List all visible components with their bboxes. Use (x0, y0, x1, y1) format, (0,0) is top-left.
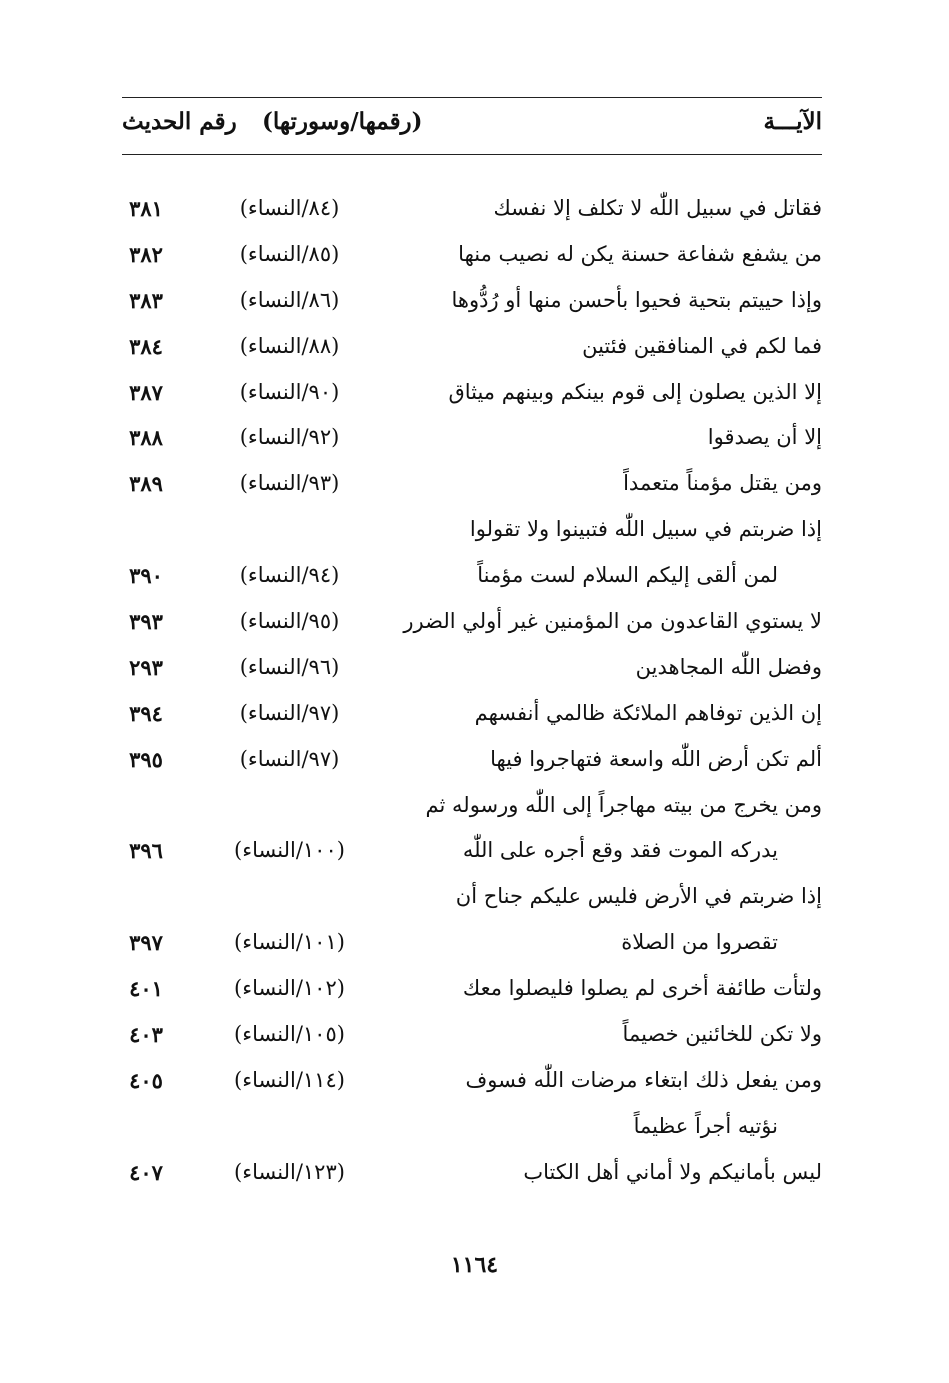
verse-text: إلا الذين يصلون إلى قوم بينكم وبينهم ميثاق (448, 379, 822, 404)
hadith-number: ٣٨٧ (129, 379, 163, 405)
table-row (122, 1108, 822, 1154)
hadith-number: ٣٨٢ (129, 241, 163, 267)
table-row (122, 924, 822, 970)
verse-text: وإذا حييتم بتحية فحيوا بأحسن منها أو رُدُّوها (451, 287, 822, 312)
table-row (122, 741, 822, 787)
verse-text: إذا ضربتم في الأرض فليس عليكم جناح أن (455, 884, 822, 909)
verse-reference: (٩٥/النساء) (239, 609, 340, 634)
verse-reference: (٩٧/النساء) (239, 700, 340, 725)
verse-text: ومن يخرج من بيته مهاجراً إلى اللّٰه ورسوله ثم (425, 792, 822, 817)
verse-text: إن الذين توفاهم الملائكة ظالمي أنفسهم (474, 700, 822, 725)
table-row (122, 787, 822, 833)
top-rule (122, 97, 822, 98)
page-number: ١١٦٤ (450, 1252, 499, 1278)
hadith-number: ٣٨١ (129, 196, 163, 221)
header-hadith-number: رقم الحديث (122, 108, 237, 135)
table-row (122, 603, 822, 649)
hadith-number: ٤٠٧ (129, 1159, 163, 1185)
hadith-number: ٣٩٥ (129, 746, 163, 772)
table-row (122, 465, 822, 511)
verse-text: تقصروا من الصلاة (621, 930, 778, 955)
verse-reference: (٩٠/النساء) (239, 379, 340, 404)
verse-reference: (٩٦/النساء) (239, 654, 340, 679)
verse-text: إلا أن يصدقوا (707, 425, 822, 450)
table-row (122, 328, 822, 374)
table-row (122, 832, 822, 878)
verse-reference: (٩٧/النساء) (239, 746, 340, 771)
hadith-number: ٣٨٩ (129, 471, 163, 497)
verse-reference: (٨٤/النساء) (239, 196, 340, 220)
verse-reference: (٩٣/النساء) (239, 471, 340, 496)
verse-text: ألم تكن أرض اللّٰه واسعة فتهاجروا فيها (490, 746, 822, 771)
table-row (122, 282, 822, 328)
table-row (122, 649, 822, 695)
hadith-number: ٤٠٥ (129, 1067, 163, 1093)
verse-text: لا يستوي القاعدون من المؤمنين غير أولي الضرر (403, 609, 822, 634)
table-row (122, 374, 822, 420)
hadith-number: ٣٨٨ (129, 425, 163, 451)
verse-text: ولتأت طائفة أخرى لم يصلوا فليصلوا معك (462, 976, 822, 1001)
verse-reference: (٩٢/النساء) (239, 425, 340, 450)
hadith-number: ٤٠٣ (129, 1022, 163, 1048)
table-row (122, 419, 822, 465)
table-row (122, 1062, 822, 1108)
header-verse-number: (رقمها/وسورتها) (262, 108, 423, 135)
index-table (122, 190, 822, 1200)
verse-text: إذا ضربتم في سبيل اللّٰه فتبينوا ولا تقولوا (469, 517, 822, 542)
hadith-number: ٣٨٤ (129, 333, 163, 359)
verse-text: فما لكم في المنافقين فئتين (582, 333, 822, 358)
verse-text: ومن يقتل مؤمناً متعمداً (623, 471, 822, 496)
table-row (122, 1016, 822, 1062)
table-row (122, 878, 822, 924)
verse-text: فقاتل في سبيل اللّٰه لا تكلف إلا نفسك (493, 196, 822, 220)
table-row (122, 557, 822, 603)
hadith-number: ٣٨٣ (129, 287, 163, 313)
table-row (122, 236, 822, 282)
table-row (122, 1154, 822, 1200)
verse-text: من يشفع شفاعة حسنة يكن له نصيب منها (458, 241, 822, 266)
hadith-number: ٤٠١ (129, 976, 163, 1002)
table-row (122, 695, 822, 741)
verse-text: وفضل اللّٰه المجاهدين (635, 654, 822, 679)
hadith-number: ٣٩٦ (129, 838, 163, 864)
verse-reference: (١٠٠/النساء) (234, 838, 345, 863)
hadith-number: ٣٩٧ (129, 930, 163, 956)
verse-reference: (٨٨/النساء) (239, 333, 340, 358)
verse-text: ولا تكن للخائنين خصيماً (622, 1022, 822, 1047)
table-row (122, 970, 822, 1016)
header-ayah: الآيـــة (763, 108, 822, 135)
verse-text: نؤتيه أجراً عظيماً (633, 1113, 778, 1138)
verse-text: ليس بأمانيكم ولا أماني أهل الكتاب (523, 1159, 822, 1184)
verse-reference: (١٠١/النساء) (234, 930, 345, 955)
verse-reference: (١٢٣/النساء) (234, 1159, 345, 1184)
hadith-number: ٢٩٣ (129, 654, 163, 680)
table-header (122, 108, 822, 148)
verse-reference: (١٠٥/النساء) (234, 1022, 345, 1047)
verse-reference: (٨٦/النساء) (239, 287, 340, 312)
hadith-number: ٣٩٠ (129, 563, 163, 589)
table-row (122, 511, 822, 557)
verse-text: ومن يفعل ذلك ابتغاء مرضات اللّٰه فسوف (465, 1067, 822, 1092)
verse-reference: (١١٤/النساء) (234, 1067, 345, 1092)
verse-reference: (١٠٢/النساء) (234, 976, 345, 1001)
verse-text: لمن ألقى إليكم السلام لست مؤمناً (477, 563, 778, 588)
table-row (122, 190, 822, 236)
hadith-number: ٣٩٣ (129, 609, 163, 635)
verse-text: يدركه الموت فقد وقع أجره على اللّٰه (462, 838, 778, 863)
verse-reference: (٩٤/النساء) (239, 563, 340, 588)
verse-reference: (٨٥/النساء) (239, 241, 340, 266)
hadith-number: ٣٩٤ (129, 700, 163, 726)
header-rule (122, 154, 822, 155)
